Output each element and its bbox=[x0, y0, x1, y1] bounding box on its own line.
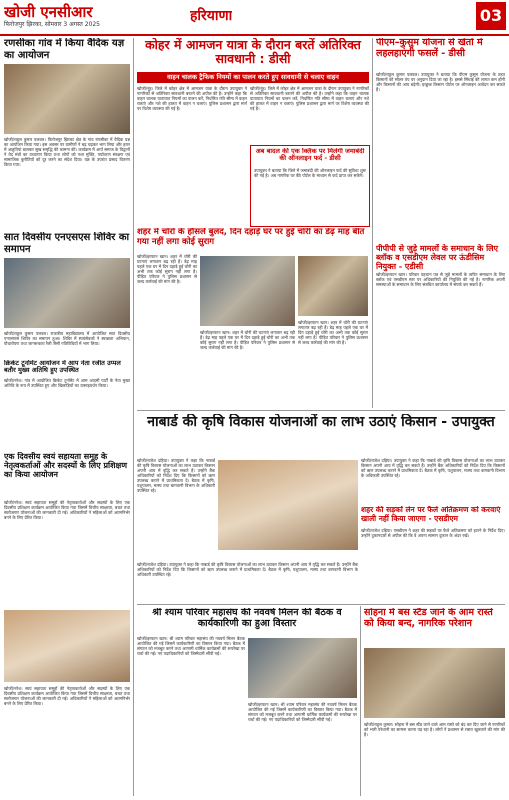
headline-a12: श्री श्याम परिवार महासंघ की नववर्ष मिलन की बैठक व कार्यकारिणी का हुआ विस्तार bbox=[152, 608, 342, 629]
headline-a7: शहर में चोरों के हौसले बुलंद, दिन दहाड़े घर पर हुई चोरी का डेढ़ माह बीत गया नहीं लगा कोई सुराग bbox=[137, 228, 365, 247]
headline-a13: सोहना में बस स्टैंड जाने के आम रास्ते को किया बन्द, नागरिक परेशान bbox=[364, 608, 493, 629]
body-a7-side: खोजी/इरफान खान। शहर में चोरी की घटनाएं लगातार बढ़ रही हैं। डेढ़ माह पहले एक घर में दिन दहाड़े हुई चोरी का अभी तक कोई सुराग नहीं लगा है। पीड़ित परिवार ने पुलिस प्रशासन से जल्द कार्रवाई की मांग की है। bbox=[298, 320, 368, 345]
photo-theft-house bbox=[200, 256, 295, 326]
section-rule bbox=[137, 410, 505, 411]
headline-a8: पीपीपी से जुड़े मामलों के समाधान के लिए ब्लॉक व एसडीएम लेवल पर ऊंडीसिम नियुक्त - एडीसी bbox=[376, 244, 499, 272]
headline-lead: कोहर में आमजन यात्रा के दौरान बरतें अतिरिक्त सावधानी : डीसी bbox=[145, 38, 361, 67]
photo-yajna bbox=[4, 64, 130, 134]
body-a1: खोजी/राहुल कुमार पलवल। फिरोजपुर झिरका क्षेत्र के गांव रणसीका में वैदिक यज्ञ का आयोजन किया गया। इस अवसर पर ग्रामीणों ने बढ़ चढ़कर भाग लिया और हवन में आहुतियां डालकर सुख समृद्धि की कामना की। कार्यक्रम में आर्य समाज के विद्वानों ने वेद मंत्रों का उच्चारण किया तथा लोगों को नशा मुक्ति, पर्यावरण संरक्षण एवं सामाजिक कुरीतियों को दूर करने का संदेश दिया। यज्ञ के उपरांत प्रसाद वितरण किया गया। bbox=[4, 137, 130, 167]
page-number: 03 bbox=[476, 2, 506, 30]
body-a12: खोजी/इरफान खान। श्री श्याम परिवार महासंघ की नववर्ष मिलन बैठक आयोजित की गई जिसमें कार्यकारिणी का विस्तार किया गया। बैठक में संगठन को मजबूत करने तथा आगामी धार्मिक कार्यक्रमों की रूपरेखा पर चर्चा की गई। नए पदाधिकारियों को जिम्मेदारी सौंपी गई। bbox=[137, 636, 245, 656]
body-a11: खोजी/राजेश दहिया। एसडीएम ने शहर की सड़कों पर फैले अतिक्रमण को हटाने के निर्देश दिए। उन्होंने दुकानदारों से अपील की कि वे अपना सामान दुकान के अंदर रखें। bbox=[361, 528, 505, 538]
column-rule-right bbox=[372, 38, 373, 408]
headline-a9: पीएम–कुसुम योजना से खेतों में लहलहाएंगी फसलें - डीसी bbox=[376, 38, 483, 59]
photo-shg-training bbox=[4, 610, 130, 682]
body-a9: खोजी/राहुल कुमार पलवल। उपायुक्त ने बताया कि पीएम कुसुम योजना के तहत किसानों को सोलर पंप पर अनुदान दिया जा रहा है। इससे सिंचाई की लागत कम होगी और किसानों की आय बढ़ेगी। इच्छुक किसान पोर्टल पर ऑनलाइन आवेदन कर सकते हैं। bbox=[376, 72, 505, 92]
headline-a6: अब बादल की एक क्लिक पर मिलेगी जमाबंदी की ऑनलाइन फर्द - डीसी bbox=[255, 148, 365, 163]
photo-nabard-meeting bbox=[218, 460, 358, 550]
subhead-lead: वाहन चालक ट्रैफिक नियमों का पालन करते हुए सावधानी से चलाए वाहन bbox=[137, 72, 369, 83]
body-a7-cont: खोजी/इरफान खान। शहर में चोरी की घटनाएं लगातार बढ़ रही हैं। डेढ़ माह पहले एक घर में दिन दहाड़े हुई चोरी का अभी तक कोई सुराग नहीं लगा है। पीड़ित परिवार ने पुलिस प्रशासन से जल्द कार्रवाई की मांग की है। bbox=[200, 330, 295, 350]
body-a10: खोजी/राजेश दहिया। उपायुक्त ने कहा कि नाबार्ड की कृषि विकास योजनाओं का लाभ उठाकर किसान अपनी आय में वृद्धि कर सकते हैं। उन्होंने बैंक अधिकारियों को निर्देश दिए कि किसानों को ऋण उपलब्ध कराने में प्राथमिकता दें। बैठक में कृषि, पशुपालन, मत्स्य तथा बागवानी विभाग के अधिकारी उपस्थित रहे। bbox=[137, 458, 215, 493]
headline-a4: एक दिवसीय स्वयं सहायता समूह के नेतृत्वकर्ताओं और सदस्यों के लिए प्रशिक्षण का किया आयोजन bbox=[4, 452, 128, 480]
body-a4: खोजी/नरेश। स्वयं सहायता समूहों की नेतृत्वकर्ताओं और सदस्यों के लिए एक दिवसीय प्रशिक्षण कार्यक्रम आयोजित किया गया जिसमें वित्तीय साक्षरता, बचत तथा स्वरोजगार योजनाओं की जानकारी दी गई। अधिकारियों ने महिलाओं को आत्मनिर्भर बनने के लिए प्रेरित किया। bbox=[4, 500, 130, 520]
body-a8: खोजी/इरफान खान। परिवार पहचान पत्र से जुड़े मामलों के त्वरित समाधान के लिए ब्लॉक एवं एसडीएम स्तर पर अधिकारियों की नियुक्ति की गई है। नागरिक अपनी समस्याओं के समाधान के लिए संबंधित कार्यालय में संपर्क कर सकते हैं। bbox=[376, 272, 505, 287]
body-a4-cont: खोजी/नरेश। स्वयं सहायता समूहों की नेतृत्वकर्ताओं और सदस्यों के लिए एक दिवसीय प्रशिक्षण कार्यक्रम आयोजित किया गया जिसमें वित्तीय साक्षरता, बचत तथा स्वरोजगार योजनाओं की जानकारी दी गई। अधिकारियों ने महिलाओं को आत्मनिर्भर बनने के लिए प्रेरित किया। bbox=[4, 686, 130, 706]
body-a12-cont: खोजी/इरफान खान। श्री श्याम परिवार महासंघ की नववर्ष मिलन बैठक आयोजित की गई जिसमें कार्यकारिणी का विस्तार किया गया। बैठक में संगठन को मजबूत करने तथा आगामी धार्मिक कार्यक्रमों की रूपरेखा पर चर्चा की गई। नए पदाधिकारियों को जिम्मेदारी सौंपी गई। bbox=[248, 702, 357, 722]
body-a2: खोजी/राहुल कुमार पलवल। राजकीय महाविद्यालय में आयोजित सात दिवसीय एनएसएस शिविर का समापन हुआ। शिविर में स्वयंसेवकों ने स्वच्छता अभियान, पौधारोपण तथा जागरूकता रैली जैसी गतिविधियों में भाग लिया। bbox=[4, 331, 130, 346]
photo-victim-family bbox=[298, 256, 368, 316]
body-a3: खोजी/नरेश। गांव में आयोजित क्रिकेट टूर्नामेंट में आम आदमी पार्टी के नेता मुख्य अतिथि के रूप में उपस्थित हुए और खिलाड़ियों का उत्साहवर्धन किया। bbox=[4, 378, 130, 388]
headline-a11: शहर की सड़कों लेन पर फैले अतिक्रमण को करवाएं खाली नहीं किया जाएगा - एसडीएम bbox=[361, 506, 501, 523]
body-a13: खोजी/राहुल कुमार। सोहना में बस स्टैंड जाने वाले आम रास्ते को बंद कर दिए जाने से नागरिकों को भारी परेशानी का सामना करना पड़ रहा है। लोगों ने प्रशासन से रास्ता खुलवाने की मांग की है। bbox=[364, 722, 505, 737]
box-jamabandi bbox=[250, 145, 370, 227]
column-rule-bottom bbox=[360, 606, 361, 796]
column-rule bbox=[133, 38, 134, 796]
headline-a2: सात दिवसीय एनएसएस शिविर का समापन bbox=[4, 232, 130, 255]
body-a10-more: खोजी/राजेश दहिया। उपायुक्त ने कहा कि नाबार्ड की कृषि विकास योजनाओं का लाभ उठाकर किसान अपनी आय में वृद्धि कर सकते हैं। उन्होंने बैंक अधिकारियों को निर्देश दिए कि किसानों को ऋण उपलब्ध कराने में प्राथमिकता दें। बैठक में कृषि, पशुपालन, मत्स्य तथा बागवानी विभाग के अधिकारी उपस्थित रहे। bbox=[137, 562, 358, 577]
body-lead: खोजी/नूंह। जिले में कोहर क्षेत्र में आमजन यात्रा के दौरान उपायुक्त ने नागरिकों से अतिरिक्त सावधानी बरतने की अपील की है। उन्होंने कहा कि वाहन चालक यातायात नियमों का पालन करें, निर्धारित गति सीमा में वाहन चलाएं और नशे की हालत में वाहन न चलाएं। पुलिस प्रशासन द्वारा मार्ग पर विशेष व्यवस्था की गई है। bbox=[137, 86, 247, 111]
headline-a3: क्रिकेट टूर्नामेंट आयोजन में आप नेता रजीत उप्पल बतौर मुख्य अतिथि हुए उपस्थित bbox=[4, 360, 121, 375]
body-a10-cont: खोजी/राजेश दहिया। उपायुक्त ने कहा कि नाबार्ड की कृषि विकास योजनाओं का लाभ उठाकर किसान अपनी आय में वृद्धि कर सकते हैं। उन्होंने बैंक अधिकारियों को निर्देश दिए कि किसानों को ऋण उपलब्ध कराने में प्राथमिकता दें। बैठक में कृषि, पशुपालन, मत्स्य तथा बागवानी विभाग के अधिकारी उपस्थित रहे। bbox=[361, 458, 505, 478]
headline-a1: रणसीका गांव में किया वैदिक यज्ञ का आयोजन bbox=[4, 38, 125, 61]
photo-shyam-meeting bbox=[248, 638, 357, 698]
photo-bus-stand-road bbox=[364, 648, 505, 718]
masthead bbox=[0, 0, 509, 36]
photo-nss-camp bbox=[4, 258, 130, 328]
body-a7: खोजी/इरफान खान। शहर में चोरी की घटनाएं लगातार बढ़ रही हैं। डेढ़ माह पहले एक घर में दिन दहाड़े हुई चोरी का अभी तक कोई सुराग नहीं लगा है। पीड़ित परिवार ने पुलिस प्रशासन से जल्द कार्रवाई की मांग की है। bbox=[137, 254, 197, 284]
section-title: हरियाणा bbox=[190, 8, 233, 24]
body-a6: उपायुक्त ने बताया कि जिले में जमाबंदी की ऑनलाइन फर्द की सुविधा शुरू की गई है। अब नागरिक घर बैठे पोर्टल के माध्यम से फर्द प्राप्त कर सकेंगे। bbox=[254, 168, 366, 178]
newspaper-name: खोजी एनसीआर bbox=[4, 3, 93, 21]
headline-a10: नाबार्ड की कृषि विकास योजनाओं का लाभ उठाएं किसान - उपायुक्त bbox=[147, 414, 495, 430]
edition-info: फिरोजपुर झिरका, सोमवार 3 अगस्त 2025 bbox=[4, 21, 100, 28]
body-lead-cont: खोजी/नूंह। जिले में कोहर क्षेत्र में आमजन यात्रा के दौरान उपायुक्त ने नागरिकों से अतिरिक्त सावधानी बरतने की अपील की है। उन्होंने कहा कि वाहन चालक यातायात नियमों का पालन करें, निर्धारित गति सीमा में वाहन चलाएं और नशे की हालत में वाहन न चलाएं। पुलिस प्रशासन द्वारा मार्ग पर विशेष व्यवस्था की गई है। bbox=[250, 86, 369, 111]
section-rule-2 bbox=[137, 604, 505, 605]
